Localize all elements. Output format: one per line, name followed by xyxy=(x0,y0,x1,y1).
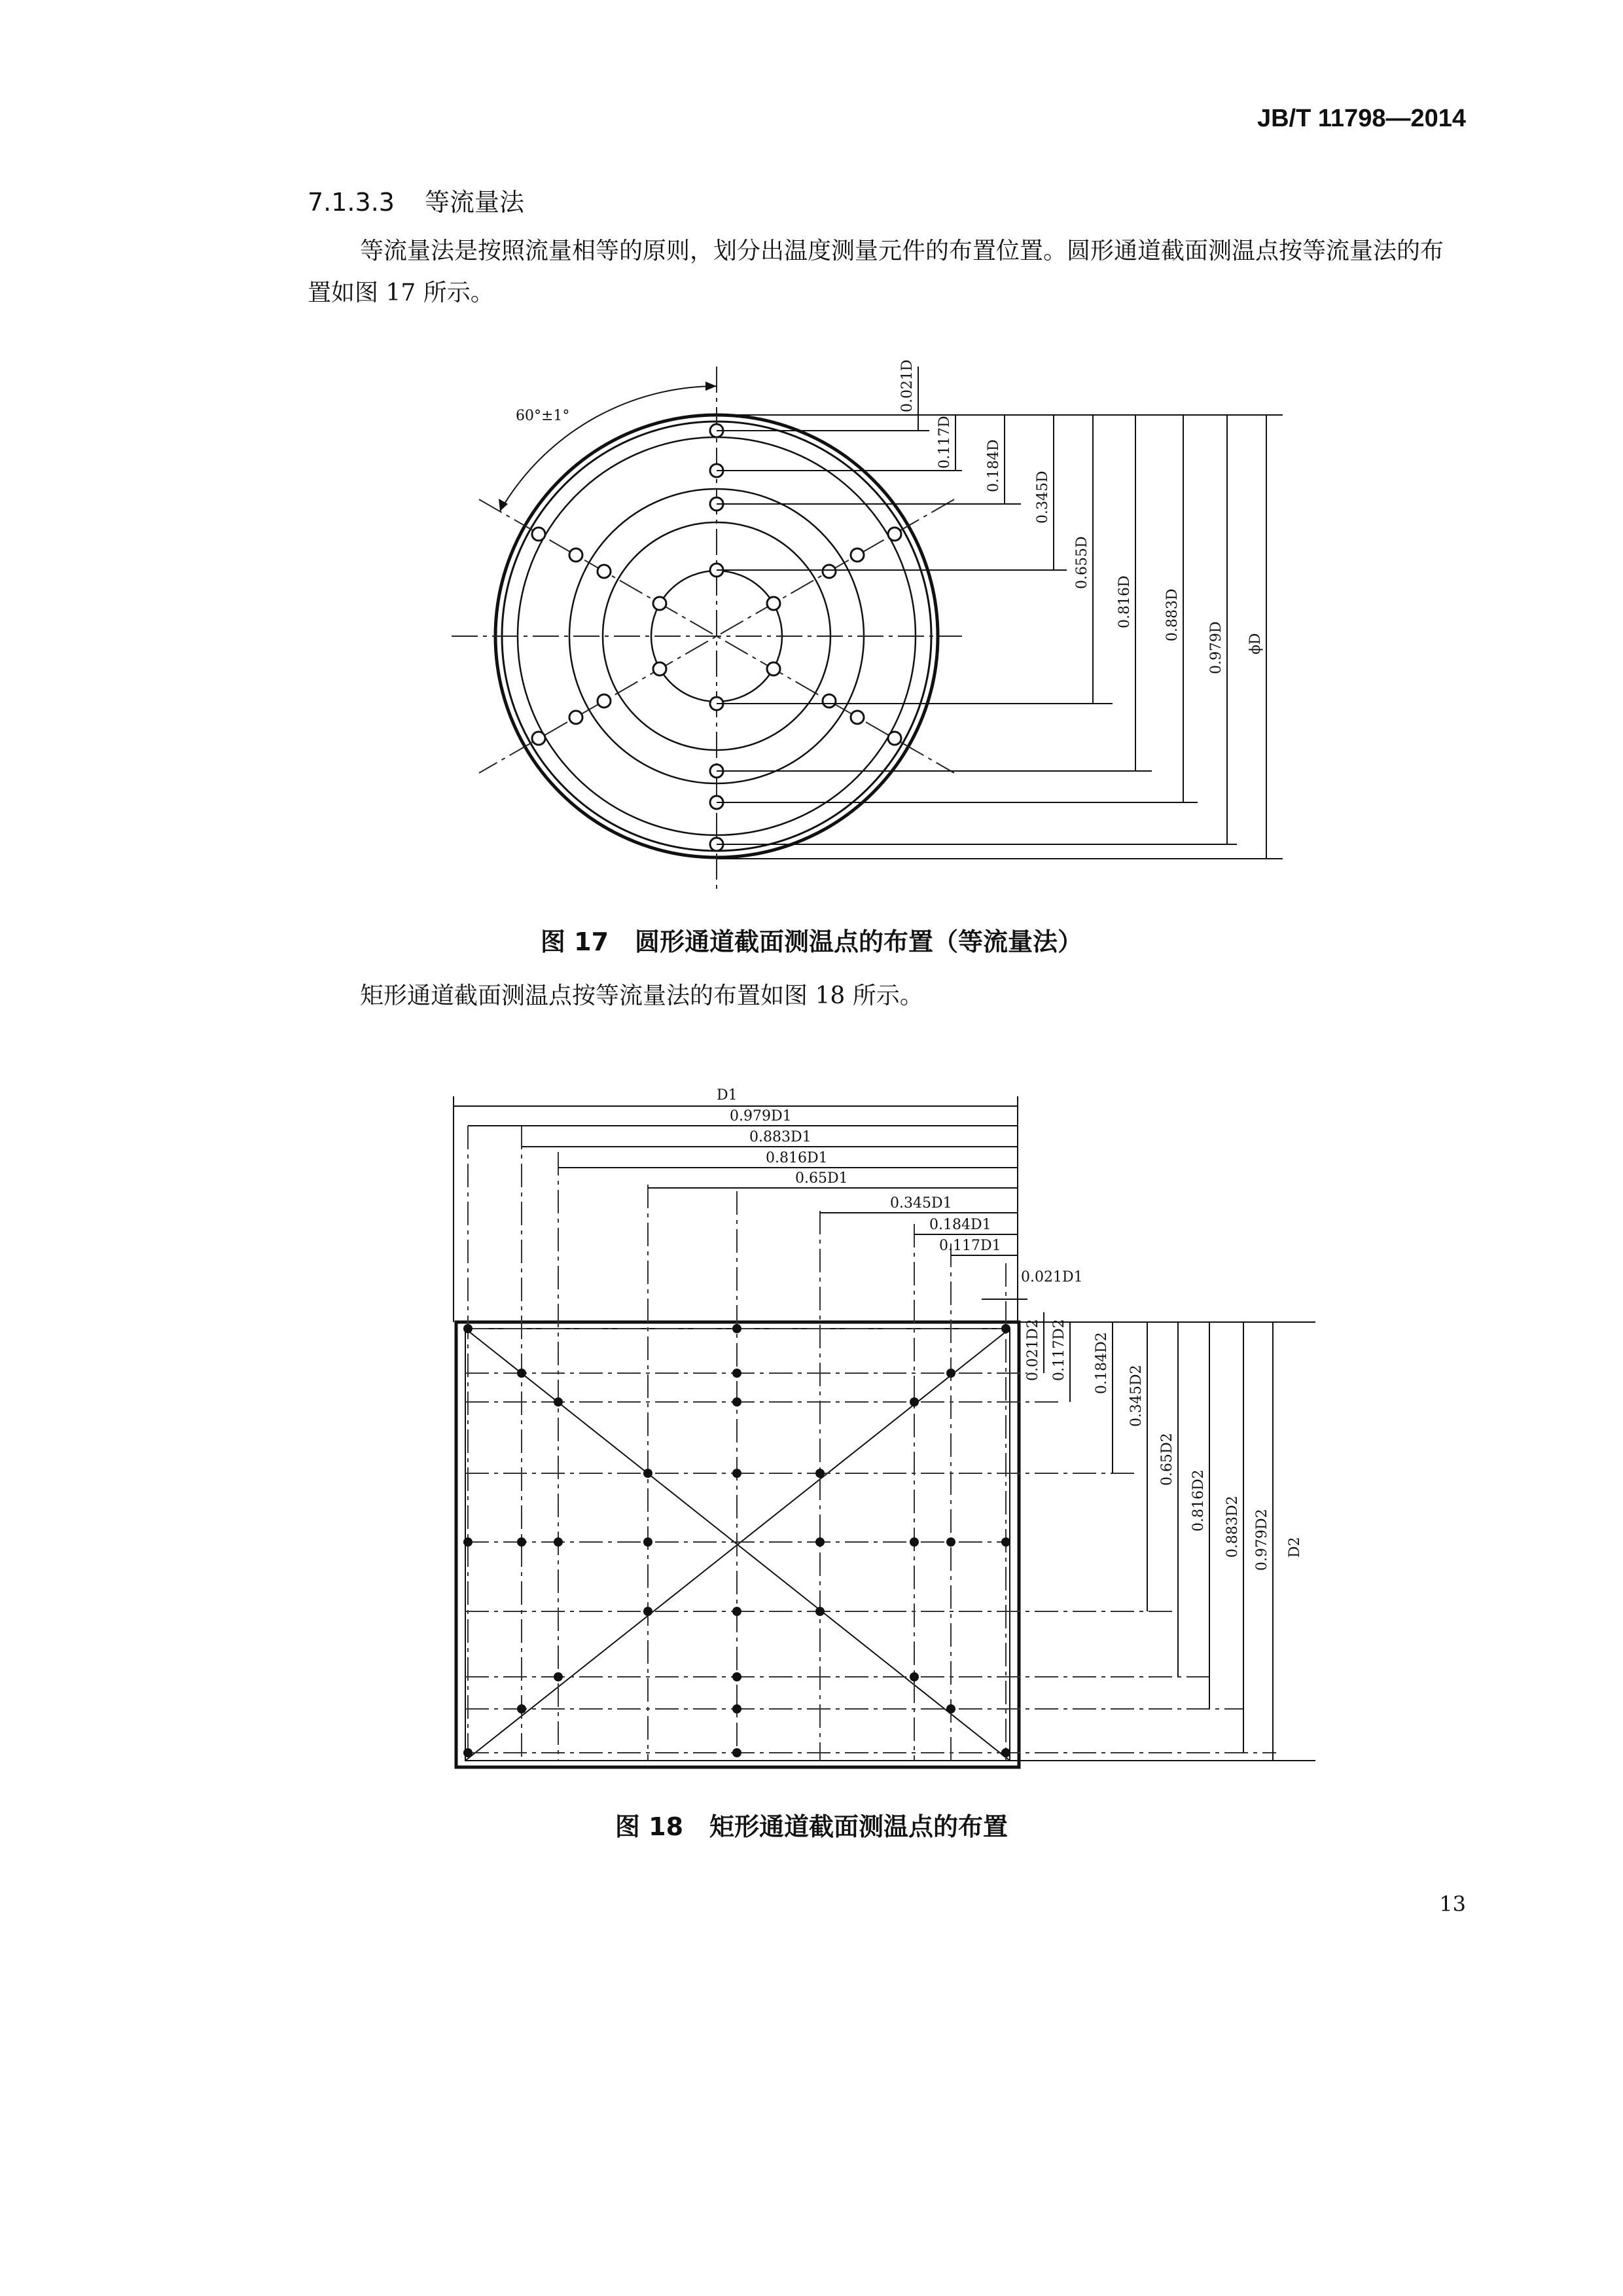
dim-label: 0.816D2 xyxy=(1190,1469,1207,1532)
intro-paragraph: 等流量法是按照流量相等的原则，划分出温度测量元件的布置位置。圆形通道截面测温点按等流量法的布置如图 17 所示。 xyxy=(308,238,1444,306)
dim-label: 0.65D1 xyxy=(795,1170,848,1187)
dim-label: 0.345D1 xyxy=(890,1195,952,1211)
dim-label: 0.979D xyxy=(1208,621,1224,674)
dim-label: 0.65D2 xyxy=(1159,1433,1175,1486)
page-number: 13 xyxy=(1439,1892,1466,1916)
measure-point xyxy=(910,1397,919,1407)
dim-label: 0.021D1 xyxy=(1021,1269,1083,1285)
figure-18-number: 图 18 xyxy=(615,1812,684,1841)
dim-label: 0.117D xyxy=(936,416,953,469)
figure-17-number: 图 17 xyxy=(540,927,609,956)
dim-label: 0.021D2 xyxy=(1025,1319,1041,1381)
measure-point xyxy=(597,565,611,578)
measure-point xyxy=(643,1537,652,1547)
measure-point xyxy=(1001,1537,1010,1547)
measure-point xyxy=(643,1607,652,1616)
dim-label: 0.816D xyxy=(1116,575,1133,628)
rect-intro-paragraph: 矩形通道截面测温点按等流量法的布置如图 18 所示。 xyxy=(360,982,923,1009)
measure-point xyxy=(851,548,864,562)
measure-point xyxy=(463,1537,473,1547)
dim-label: D1 xyxy=(717,1087,738,1103)
measure-point xyxy=(815,1607,825,1616)
measure-point xyxy=(732,1748,741,1757)
dim-label: 0.021D xyxy=(899,359,916,412)
dim-label: 0.883D2 xyxy=(1224,1496,1241,1558)
measure-point xyxy=(732,1607,741,1616)
figure-17-title: 圆形通道截面测温点的布置（等流量法） xyxy=(635,927,1083,956)
measure-point xyxy=(732,1672,741,1681)
measure-point xyxy=(517,1704,526,1713)
measure-point xyxy=(569,711,582,724)
measure-point xyxy=(532,732,545,745)
measure-point xyxy=(946,1704,955,1713)
figure-17-caption xyxy=(0,922,1623,958)
measure-point xyxy=(532,528,545,541)
measure-point xyxy=(767,662,780,675)
measure-point xyxy=(815,1537,825,1547)
measure-point xyxy=(653,597,666,610)
measure-point xyxy=(597,694,611,708)
dim-label: 0.117D2 xyxy=(1051,1319,1067,1381)
measure-point xyxy=(554,1672,563,1681)
measure-point xyxy=(463,1748,473,1757)
measure-point xyxy=(517,1537,526,1547)
measure-point xyxy=(653,662,666,675)
measure-point xyxy=(946,1537,955,1547)
dim-label: 0.979D2 xyxy=(1254,1509,1270,1571)
measure-point xyxy=(910,1537,919,1547)
dim-label: 0.816D1 xyxy=(766,1150,828,1166)
measure-point xyxy=(767,597,780,610)
measure-point xyxy=(946,1369,955,1378)
dim-label: ϕD xyxy=(1247,633,1264,655)
dim-label: 0.117D1 xyxy=(939,1238,1001,1254)
measure-point xyxy=(732,1324,741,1333)
measure-point xyxy=(732,1397,741,1407)
measure-point xyxy=(732,1469,741,1478)
dim-label: D2 xyxy=(1287,1537,1303,1558)
measure-point xyxy=(888,528,901,541)
measure-point xyxy=(554,1397,563,1407)
measure-point xyxy=(823,565,836,578)
document-id: JB/T 11798—2014 xyxy=(1257,105,1466,132)
measure-point xyxy=(732,1704,741,1713)
measure-point xyxy=(554,1537,563,1547)
measure-point xyxy=(910,1672,919,1681)
figure-18-caption xyxy=(0,1806,1623,1842)
measure-point xyxy=(732,1369,741,1378)
measure-point xyxy=(888,732,901,745)
dim-label: 0.345D xyxy=(1035,471,1051,524)
dim-label: 0.184D2 xyxy=(1094,1332,1110,1394)
angle-label: 60°±1° xyxy=(516,408,570,424)
measure-point xyxy=(569,548,582,562)
section-title: 等流量法 xyxy=(425,188,525,217)
measure-point xyxy=(815,1469,825,1478)
measure-point xyxy=(463,1324,473,1333)
section-number: 7.1.3.3 xyxy=(308,188,395,217)
dim-label: 0.883D1 xyxy=(749,1129,812,1145)
dim-label: 0.184D xyxy=(986,439,1002,492)
measure-point xyxy=(517,1369,526,1378)
dim-label: 0.979D1 xyxy=(730,1108,792,1124)
dim-label: 0.184D1 xyxy=(929,1217,991,1233)
measure-point xyxy=(823,694,836,708)
measure-point xyxy=(1001,1324,1010,1333)
dim-label: 0.655D xyxy=(1074,536,1090,589)
dim-label: 0.883D xyxy=(1164,588,1181,641)
figure-18-title: 矩形通道截面测温点的布置 xyxy=(709,1812,1008,1841)
dim-label: 0.345D2 xyxy=(1128,1365,1145,1427)
measure-point xyxy=(851,711,864,724)
measure-point xyxy=(1001,1748,1010,1757)
measure-point xyxy=(643,1469,652,1478)
